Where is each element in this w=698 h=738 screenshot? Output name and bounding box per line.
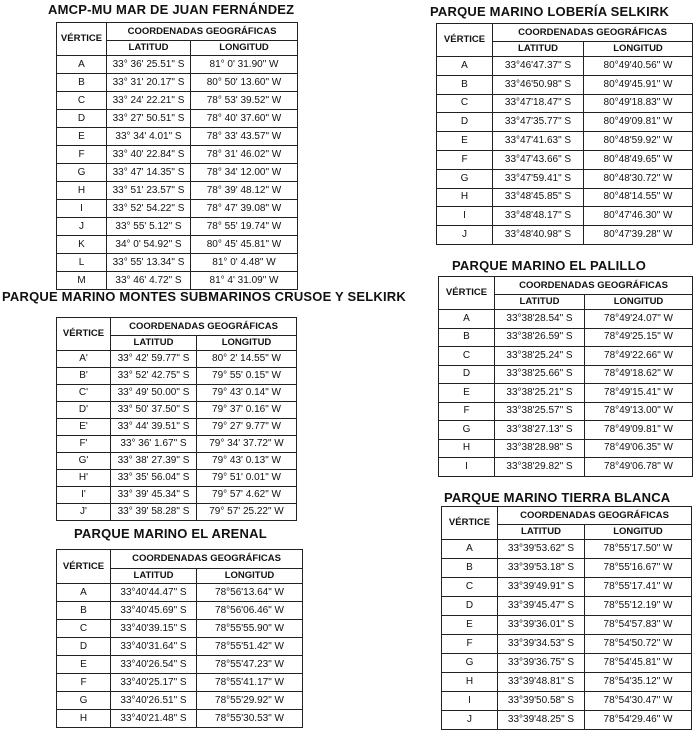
vertex-cell: F bbox=[57, 674, 111, 692]
longitude-cell: 78°55'47.23" W bbox=[197, 656, 303, 674]
table-row bbox=[57, 674, 303, 692]
table-title: PARQUE MARINO EL ARENAL bbox=[74, 526, 267, 541]
table-header-row bbox=[439, 277, 693, 295]
vertex-cell: E bbox=[57, 128, 107, 146]
table-row bbox=[439, 421, 693, 440]
longitude-cell: 78°49'22.66" W bbox=[585, 347, 693, 366]
table-row bbox=[442, 559, 692, 578]
latitude-cell: 33°47'43.66" S bbox=[493, 150, 584, 169]
vertex-cell: I' bbox=[57, 487, 111, 504]
header-vertex: VÉRTICE bbox=[57, 318, 111, 351]
longitude-cell: 78° 53' 39.52" W bbox=[191, 92, 298, 110]
latitude-cell: 33° 47' 14.35" S bbox=[107, 164, 191, 182]
vertex-cell: B bbox=[57, 74, 107, 92]
vertex-cell: H' bbox=[57, 470, 111, 487]
longitude-cell: 80° 45' 45.81" W bbox=[191, 236, 298, 254]
latitude-cell: 33°47'35.77" S bbox=[493, 113, 584, 132]
longitude-cell: 78°49'24.07" W bbox=[585, 310, 693, 329]
table-row bbox=[57, 272, 298, 290]
vertex-cell: D bbox=[57, 638, 111, 656]
header-latitude: LATITUD bbox=[111, 569, 197, 584]
vertex-cell: C bbox=[439, 347, 495, 366]
vertex-cell: C bbox=[437, 94, 493, 113]
longitude-cell: 78°55'12.19" W bbox=[585, 597, 692, 616]
longitude-cell: 80°48'30.72" W bbox=[584, 169, 693, 188]
coordinates-table bbox=[441, 506, 692, 730]
table-row bbox=[437, 113, 693, 132]
latitude-cell: 33°38'27.13" S bbox=[495, 421, 585, 440]
latitude-cell: 34° 0' 54.92" S bbox=[107, 236, 191, 254]
longitude-cell: 80° 50' 13.60" W bbox=[191, 74, 298, 92]
latitude-cell: 33°40'25.17" S bbox=[111, 674, 197, 692]
longitude-cell: 78°55'16.67" W bbox=[585, 559, 692, 578]
latitude-cell: 33° 51' 23.57" S bbox=[107, 182, 191, 200]
table-row bbox=[439, 365, 693, 384]
table-row bbox=[442, 597, 692, 616]
longitude-cell: 78° 40' 37.60" W bbox=[191, 110, 298, 128]
table-row bbox=[437, 226, 693, 245]
latitude-cell: 33° 38' 27.39" S bbox=[111, 453, 197, 470]
table-row bbox=[57, 146, 298, 164]
longitude-cell: 78° 31' 46.02" W bbox=[191, 146, 298, 164]
vertex-cell: J bbox=[442, 711, 498, 730]
vertex-cell: F bbox=[437, 150, 493, 169]
table-row bbox=[57, 254, 298, 272]
vertex-cell: D' bbox=[57, 402, 111, 419]
header-latitude: LATITUD bbox=[493, 42, 584, 57]
table-row bbox=[437, 150, 693, 169]
header-longitude: LONGITUD bbox=[584, 42, 693, 57]
vertex-cell: B bbox=[57, 602, 111, 620]
vertex-cell: A bbox=[439, 310, 495, 329]
vertex-cell: F bbox=[442, 635, 498, 654]
vertex-cell: H bbox=[57, 182, 107, 200]
longitude-cell: 78°49'13.00" W bbox=[585, 402, 693, 421]
vertex-cell: I bbox=[57, 200, 107, 218]
vertex-cell: A bbox=[442, 540, 498, 559]
header-geographic-coordinates: COORDENADAS GEOGRÁFICAS bbox=[495, 277, 693, 295]
vertex-cell: G bbox=[439, 421, 495, 440]
vertex-cell: G bbox=[57, 164, 107, 182]
longitude-cell: 79° 57' 25.22" W bbox=[197, 504, 297, 521]
longitude-cell: 80° 2' 14.55" W bbox=[197, 351, 297, 368]
table-row bbox=[57, 453, 297, 470]
longitude-cell: 78°49'09.81" W bbox=[585, 421, 693, 440]
longitude-cell: 78° 55' 19.74" W bbox=[191, 218, 298, 236]
table-row bbox=[442, 673, 692, 692]
vertex-cell: H bbox=[439, 439, 495, 458]
table-row bbox=[57, 74, 298, 92]
longitude-cell: 81° 0' 4.48" W bbox=[191, 254, 298, 272]
longitude-cell: 80°48'59.92" W bbox=[584, 132, 693, 151]
vertex-cell: E bbox=[439, 384, 495, 403]
table-row bbox=[439, 384, 693, 403]
table-row bbox=[439, 439, 693, 458]
longitude-cell: 78° 47' 39.08" W bbox=[191, 200, 298, 218]
table-row bbox=[57, 638, 303, 656]
header-vertex: VÉRTICE bbox=[442, 507, 498, 540]
header-longitude: LONGITUD bbox=[585, 295, 693, 310]
latitude-cell: 33°38'28.54" S bbox=[495, 310, 585, 329]
vertex-cell: D bbox=[442, 597, 498, 616]
latitude-cell: 33°39'49.91" S bbox=[498, 578, 585, 597]
table-row bbox=[442, 616, 692, 635]
table-title: PARQUE MARINO MONTES SUBMARINOS CRUSOE Y SELKIRK bbox=[2, 289, 406, 304]
table-row bbox=[57, 351, 297, 368]
latitude-cell: 33°38'26.59" S bbox=[495, 328, 585, 347]
longitude-cell: 78°55'51.42" W bbox=[197, 638, 303, 656]
header-geographic-coordinates: COORDENADAS GEOGRÁFICAS bbox=[493, 24, 693, 42]
longitude-cell: 78°49'06.35" W bbox=[585, 439, 693, 458]
header-longitude: LONGITUD bbox=[585, 525, 692, 540]
longitude-cell: 79° 37' 0.16" W bbox=[197, 402, 297, 419]
latitude-cell: 33°47'18.47" S bbox=[493, 94, 584, 113]
latitude-cell: 33° 46' 4.72" S bbox=[107, 272, 191, 290]
table-row bbox=[57, 385, 297, 402]
table-row bbox=[439, 328, 693, 347]
longitude-cell: 78°56'13.64" W bbox=[197, 584, 303, 602]
latitude-cell: 33°47'41.63" S bbox=[493, 132, 584, 151]
vertex-cell: F bbox=[57, 146, 107, 164]
longitude-cell: 78°55'29.92" W bbox=[197, 692, 303, 710]
longitude-cell: 81° 0' 31.90" W bbox=[191, 56, 298, 74]
longitude-cell: 78°55'55.90" W bbox=[197, 620, 303, 638]
latitude-cell: 33°39'50.58" S bbox=[498, 692, 585, 711]
longitude-cell: 80°47'46.30" W bbox=[584, 207, 693, 226]
longitude-cell: 80°49'09.81" W bbox=[584, 113, 693, 132]
latitude-cell: 33°38'29.82" S bbox=[495, 458, 585, 477]
table-row bbox=[57, 56, 298, 74]
vertex-cell: M bbox=[57, 272, 107, 290]
coordinates-table bbox=[438, 276, 693, 477]
header-latitude: LATITUD bbox=[107, 41, 191, 56]
table-title: PARQUE MARINO TIERRA BLANCA bbox=[444, 490, 671, 505]
latitude-cell: 33°48'40.98" S bbox=[493, 226, 584, 245]
vertex-cell: F' bbox=[57, 436, 111, 453]
vertex-cell: K bbox=[57, 236, 107, 254]
latitude-cell: 33°40'21.48" S bbox=[111, 710, 197, 728]
latitude-cell: 33°39'48.81" S bbox=[498, 673, 585, 692]
vertex-cell: A bbox=[437, 57, 493, 76]
vertex-cell: A bbox=[57, 56, 107, 74]
table-row bbox=[437, 169, 693, 188]
latitude-cell: 33° 27' 50.51" S bbox=[107, 110, 191, 128]
longitude-cell: 78°54'35.12" W bbox=[585, 673, 692, 692]
longitude-cell: 78° 39' 48.12" W bbox=[191, 182, 298, 200]
table-row bbox=[442, 711, 692, 730]
latitude-cell: 33° 40' 22.84" S bbox=[107, 146, 191, 164]
longitude-cell: 79° 55' 0.15" W bbox=[197, 368, 297, 385]
latitude-cell: 33° 55' 5.12" S bbox=[107, 218, 191, 236]
vertex-cell: E' bbox=[57, 419, 111, 436]
table-row bbox=[442, 635, 692, 654]
table-row bbox=[439, 347, 693, 366]
longitude-cell: 78°49'15.41" W bbox=[585, 384, 693, 403]
latitude-cell: 33°39'36.01" S bbox=[498, 616, 585, 635]
longitude-cell: 78°54'29.46" W bbox=[585, 711, 692, 730]
vertex-cell: E bbox=[442, 616, 498, 635]
longitude-cell: 79° 57' 4.62" W bbox=[197, 487, 297, 504]
latitude-cell: 33° 55' 13.34" S bbox=[107, 254, 191, 272]
table-row bbox=[57, 602, 303, 620]
table-header-row bbox=[57, 550, 303, 569]
table-row bbox=[57, 692, 303, 710]
longitude-cell: 78°49'25.15" W bbox=[585, 328, 693, 347]
longitude-cell: 78°54'57.83" W bbox=[585, 616, 692, 635]
header-vertex: VÉRTICE bbox=[437, 24, 493, 57]
table-row bbox=[57, 218, 298, 236]
coordinates-table bbox=[436, 23, 693, 245]
longitude-cell: 80°49'40.56" W bbox=[584, 57, 693, 76]
header-longitude: LONGITUD bbox=[197, 336, 297, 351]
table-row bbox=[57, 419, 297, 436]
coordinates-table bbox=[56, 22, 298, 290]
header-vertex: VÉRTICE bbox=[57, 550, 111, 584]
header-longitude: LONGITUD bbox=[197, 569, 303, 584]
longitude-cell: 80°48'14.55" W bbox=[584, 188, 693, 207]
table-row bbox=[442, 540, 692, 559]
header-geographic-coordinates: COORDENADAS GEOGRÁFICAS bbox=[498, 507, 692, 525]
vertex-cell: D bbox=[439, 365, 495, 384]
table-row bbox=[57, 436, 297, 453]
table-row bbox=[57, 182, 298, 200]
longitude-cell: 80°49'18.83" W bbox=[584, 94, 693, 113]
table-row bbox=[57, 200, 298, 218]
vertex-cell: H bbox=[57, 710, 111, 728]
table-row bbox=[57, 164, 298, 182]
vertex-cell: A bbox=[57, 584, 111, 602]
latitude-cell: 33°46'50.98" S bbox=[493, 75, 584, 94]
longitude-cell: 78°49'18.62" W bbox=[585, 365, 693, 384]
longitude-cell: 80°47'39.28" W bbox=[584, 226, 693, 245]
table-row bbox=[57, 656, 303, 674]
table-row bbox=[437, 94, 693, 113]
vertex-cell: F bbox=[439, 402, 495, 421]
vertex-cell: B bbox=[439, 328, 495, 347]
vertex-cell: J bbox=[437, 226, 493, 245]
header-vertex: VÉRTICE bbox=[439, 277, 495, 310]
vertex-cell: H bbox=[442, 673, 498, 692]
vertex-cell: C bbox=[57, 92, 107, 110]
table-title: AMCP-MU MAR DE JUAN FERNÁNDEZ bbox=[48, 2, 295, 17]
vertex-cell: B' bbox=[57, 368, 111, 385]
vertex-cell: G bbox=[442, 654, 498, 673]
vertex-cell: B bbox=[442, 559, 498, 578]
vertex-cell: I bbox=[439, 458, 495, 477]
table-row bbox=[439, 458, 693, 477]
latitude-cell: 33°38'25.57" S bbox=[495, 402, 585, 421]
latitude-cell: 33°38'25.66" S bbox=[495, 365, 585, 384]
latitude-cell: 33°39'45.47" S bbox=[498, 597, 585, 616]
table-row bbox=[57, 110, 298, 128]
vertex-cell: I bbox=[437, 207, 493, 226]
latitude-cell: 33°39'48.25" S bbox=[498, 711, 585, 730]
vertex-cell: H bbox=[437, 188, 493, 207]
header-longitude: LONGITUD bbox=[191, 41, 298, 56]
latitude-cell: 33° 49' 50.00" S bbox=[111, 385, 197, 402]
longitude-cell: 78°55'17.50" W bbox=[585, 540, 692, 559]
table-row bbox=[57, 584, 303, 602]
vertex-cell: D bbox=[57, 110, 107, 128]
vertex-cell: C' bbox=[57, 385, 111, 402]
longitude-cell: 78°55'17.41" W bbox=[585, 578, 692, 597]
table-row bbox=[57, 487, 297, 504]
table-row bbox=[57, 368, 297, 385]
longitude-cell: 78°56'06.46" W bbox=[197, 602, 303, 620]
table-row bbox=[442, 578, 692, 597]
table-row bbox=[437, 207, 693, 226]
latitude-cell: 33°39'34.53" S bbox=[498, 635, 585, 654]
table-row bbox=[439, 310, 693, 329]
latitude-cell: 33°39'36.75" S bbox=[498, 654, 585, 673]
coordinates-table bbox=[56, 549, 303, 728]
table-row bbox=[437, 57, 693, 76]
vertex-cell: C bbox=[442, 578, 498, 597]
longitude-cell: 78°55'30.53" W bbox=[197, 710, 303, 728]
latitude-cell: 33° 52' 54.22" S bbox=[107, 200, 191, 218]
longitude-cell: 79° 34' 37.72" W bbox=[197, 436, 297, 453]
table-row bbox=[57, 92, 298, 110]
longitude-cell: 80°49'45.91" W bbox=[584, 75, 693, 94]
table-row bbox=[437, 75, 693, 94]
table-row bbox=[57, 470, 297, 487]
header-vertex: VÉRTICE bbox=[57, 23, 107, 56]
vertex-cell: J bbox=[57, 218, 107, 236]
vertex-cell: G bbox=[57, 692, 111, 710]
table-row bbox=[57, 504, 297, 521]
vertex-cell: G bbox=[437, 169, 493, 188]
latitude-cell: 33°40'39.15" S bbox=[111, 620, 197, 638]
longitude-cell: 78° 34' 12.00" W bbox=[191, 164, 298, 182]
header-latitude: LATITUD bbox=[111, 336, 197, 351]
vertex-cell: E bbox=[57, 656, 111, 674]
table-row bbox=[442, 654, 692, 673]
latitude-cell: 33°38'25.24" S bbox=[495, 347, 585, 366]
table-row bbox=[57, 620, 303, 638]
table-title: PARQUE MARINO EL PALILLO bbox=[452, 258, 647, 273]
longitude-cell: 79° 27' 9.77" W bbox=[197, 419, 297, 436]
vertex-cell: G' bbox=[57, 453, 111, 470]
latitude-cell: 33°39'53.62" S bbox=[498, 540, 585, 559]
vertex-cell: C bbox=[57, 620, 111, 638]
latitude-cell: 33° 50' 37.50" S bbox=[111, 402, 197, 419]
latitude-cell: 33°40'31.64" S bbox=[111, 638, 197, 656]
latitude-cell: 33°47'59.41" S bbox=[493, 169, 584, 188]
table-header-row bbox=[57, 23, 298, 41]
latitude-cell: 33°40'45.69" S bbox=[111, 602, 197, 620]
longitude-cell: 80°48'49.65" W bbox=[584, 150, 693, 169]
table-row bbox=[57, 710, 303, 728]
table-row bbox=[57, 128, 298, 146]
table-title: PARQUE MARINO LOBERÍA SELKIRK bbox=[430, 4, 670, 19]
longitude-cell: 78° 33' 43.57" W bbox=[191, 128, 298, 146]
latitude-cell: 33° 39' 58.28" S bbox=[111, 504, 197, 521]
latitude-cell: 33°48'45.85" S bbox=[493, 188, 584, 207]
table-row bbox=[439, 402, 693, 421]
latitude-cell: 33°40'26.51" S bbox=[111, 692, 197, 710]
latitude-cell: 33° 24' 22.21" S bbox=[107, 92, 191, 110]
latitude-cell: 33° 52' 42.75" S bbox=[111, 368, 197, 385]
latitude-cell: 33°46'47.37" S bbox=[493, 57, 584, 76]
table-row bbox=[57, 402, 297, 419]
latitude-cell: 33°40'44.47" S bbox=[111, 584, 197, 602]
header-latitude: LATITUD bbox=[495, 295, 585, 310]
vertex-cell: D bbox=[437, 113, 493, 132]
longitude-cell: 78°54'50.72" W bbox=[585, 635, 692, 654]
longitude-cell: 81° 4' 31.09" W bbox=[191, 272, 298, 290]
header-latitude: LATITUD bbox=[498, 525, 585, 540]
longitude-cell: 78°55'41.17" W bbox=[197, 674, 303, 692]
latitude-cell: 33°38'25.21" S bbox=[495, 384, 585, 403]
latitude-cell: 33° 34' 4.01" S bbox=[107, 128, 191, 146]
latitude-cell: 33°39'53.18" S bbox=[498, 559, 585, 578]
latitude-cell: 33° 42' 59.77" S bbox=[111, 351, 197, 368]
vertex-cell: I bbox=[442, 692, 498, 711]
header-geographic-coordinates: COORDENADAS GEOGRÁFICAS bbox=[107, 23, 298, 41]
latitude-cell: 33°48'48.17" S bbox=[493, 207, 584, 226]
latitude-cell: 33° 36' 25.51" S bbox=[107, 56, 191, 74]
latitude-cell: 33° 44' 39.51" S bbox=[111, 419, 197, 436]
table-header-row bbox=[437, 24, 693, 42]
table-row bbox=[442, 692, 692, 711]
longitude-cell: 78°54'30.47" W bbox=[585, 692, 692, 711]
latitude-cell: 33°38'28.98" S bbox=[495, 439, 585, 458]
header-geographic-coordinates: COORDENADAS GEOGRÁFICAS bbox=[111, 550, 303, 569]
table-row bbox=[437, 188, 693, 207]
latitude-cell: 33°40'26.54" S bbox=[111, 656, 197, 674]
vertex-cell: B bbox=[437, 75, 493, 94]
vertex-cell: J' bbox=[57, 504, 111, 521]
table-row bbox=[437, 132, 693, 151]
latitude-cell: 33° 36' 1.67" S bbox=[111, 436, 197, 453]
longitude-cell: 79° 51' 0.01" W bbox=[197, 470, 297, 487]
vertex-cell: E bbox=[437, 132, 493, 151]
latitude-cell: 33° 39' 45.34" S bbox=[111, 487, 197, 504]
table-header-row bbox=[442, 507, 692, 525]
table-header-row bbox=[57, 318, 297, 336]
longitude-cell: 78°54'45.81" W bbox=[585, 654, 692, 673]
latitude-cell: 33° 35' 56.04" S bbox=[111, 470, 197, 487]
longitude-cell: 79° 43' 0.13" W bbox=[197, 453, 297, 470]
vertex-cell: A' bbox=[57, 351, 111, 368]
vertex-cell: L bbox=[57, 254, 107, 272]
latitude-cell: 33° 31' 20.17" S bbox=[107, 74, 191, 92]
longitude-cell: 79° 43' 0.14" W bbox=[197, 385, 297, 402]
table-row bbox=[57, 236, 298, 254]
header-geographic-coordinates: COORDENADAS GEOGRÁFICAS bbox=[111, 318, 297, 336]
coordinates-table bbox=[56, 317, 297, 521]
longitude-cell: 78°49'06.78" W bbox=[585, 458, 693, 477]
